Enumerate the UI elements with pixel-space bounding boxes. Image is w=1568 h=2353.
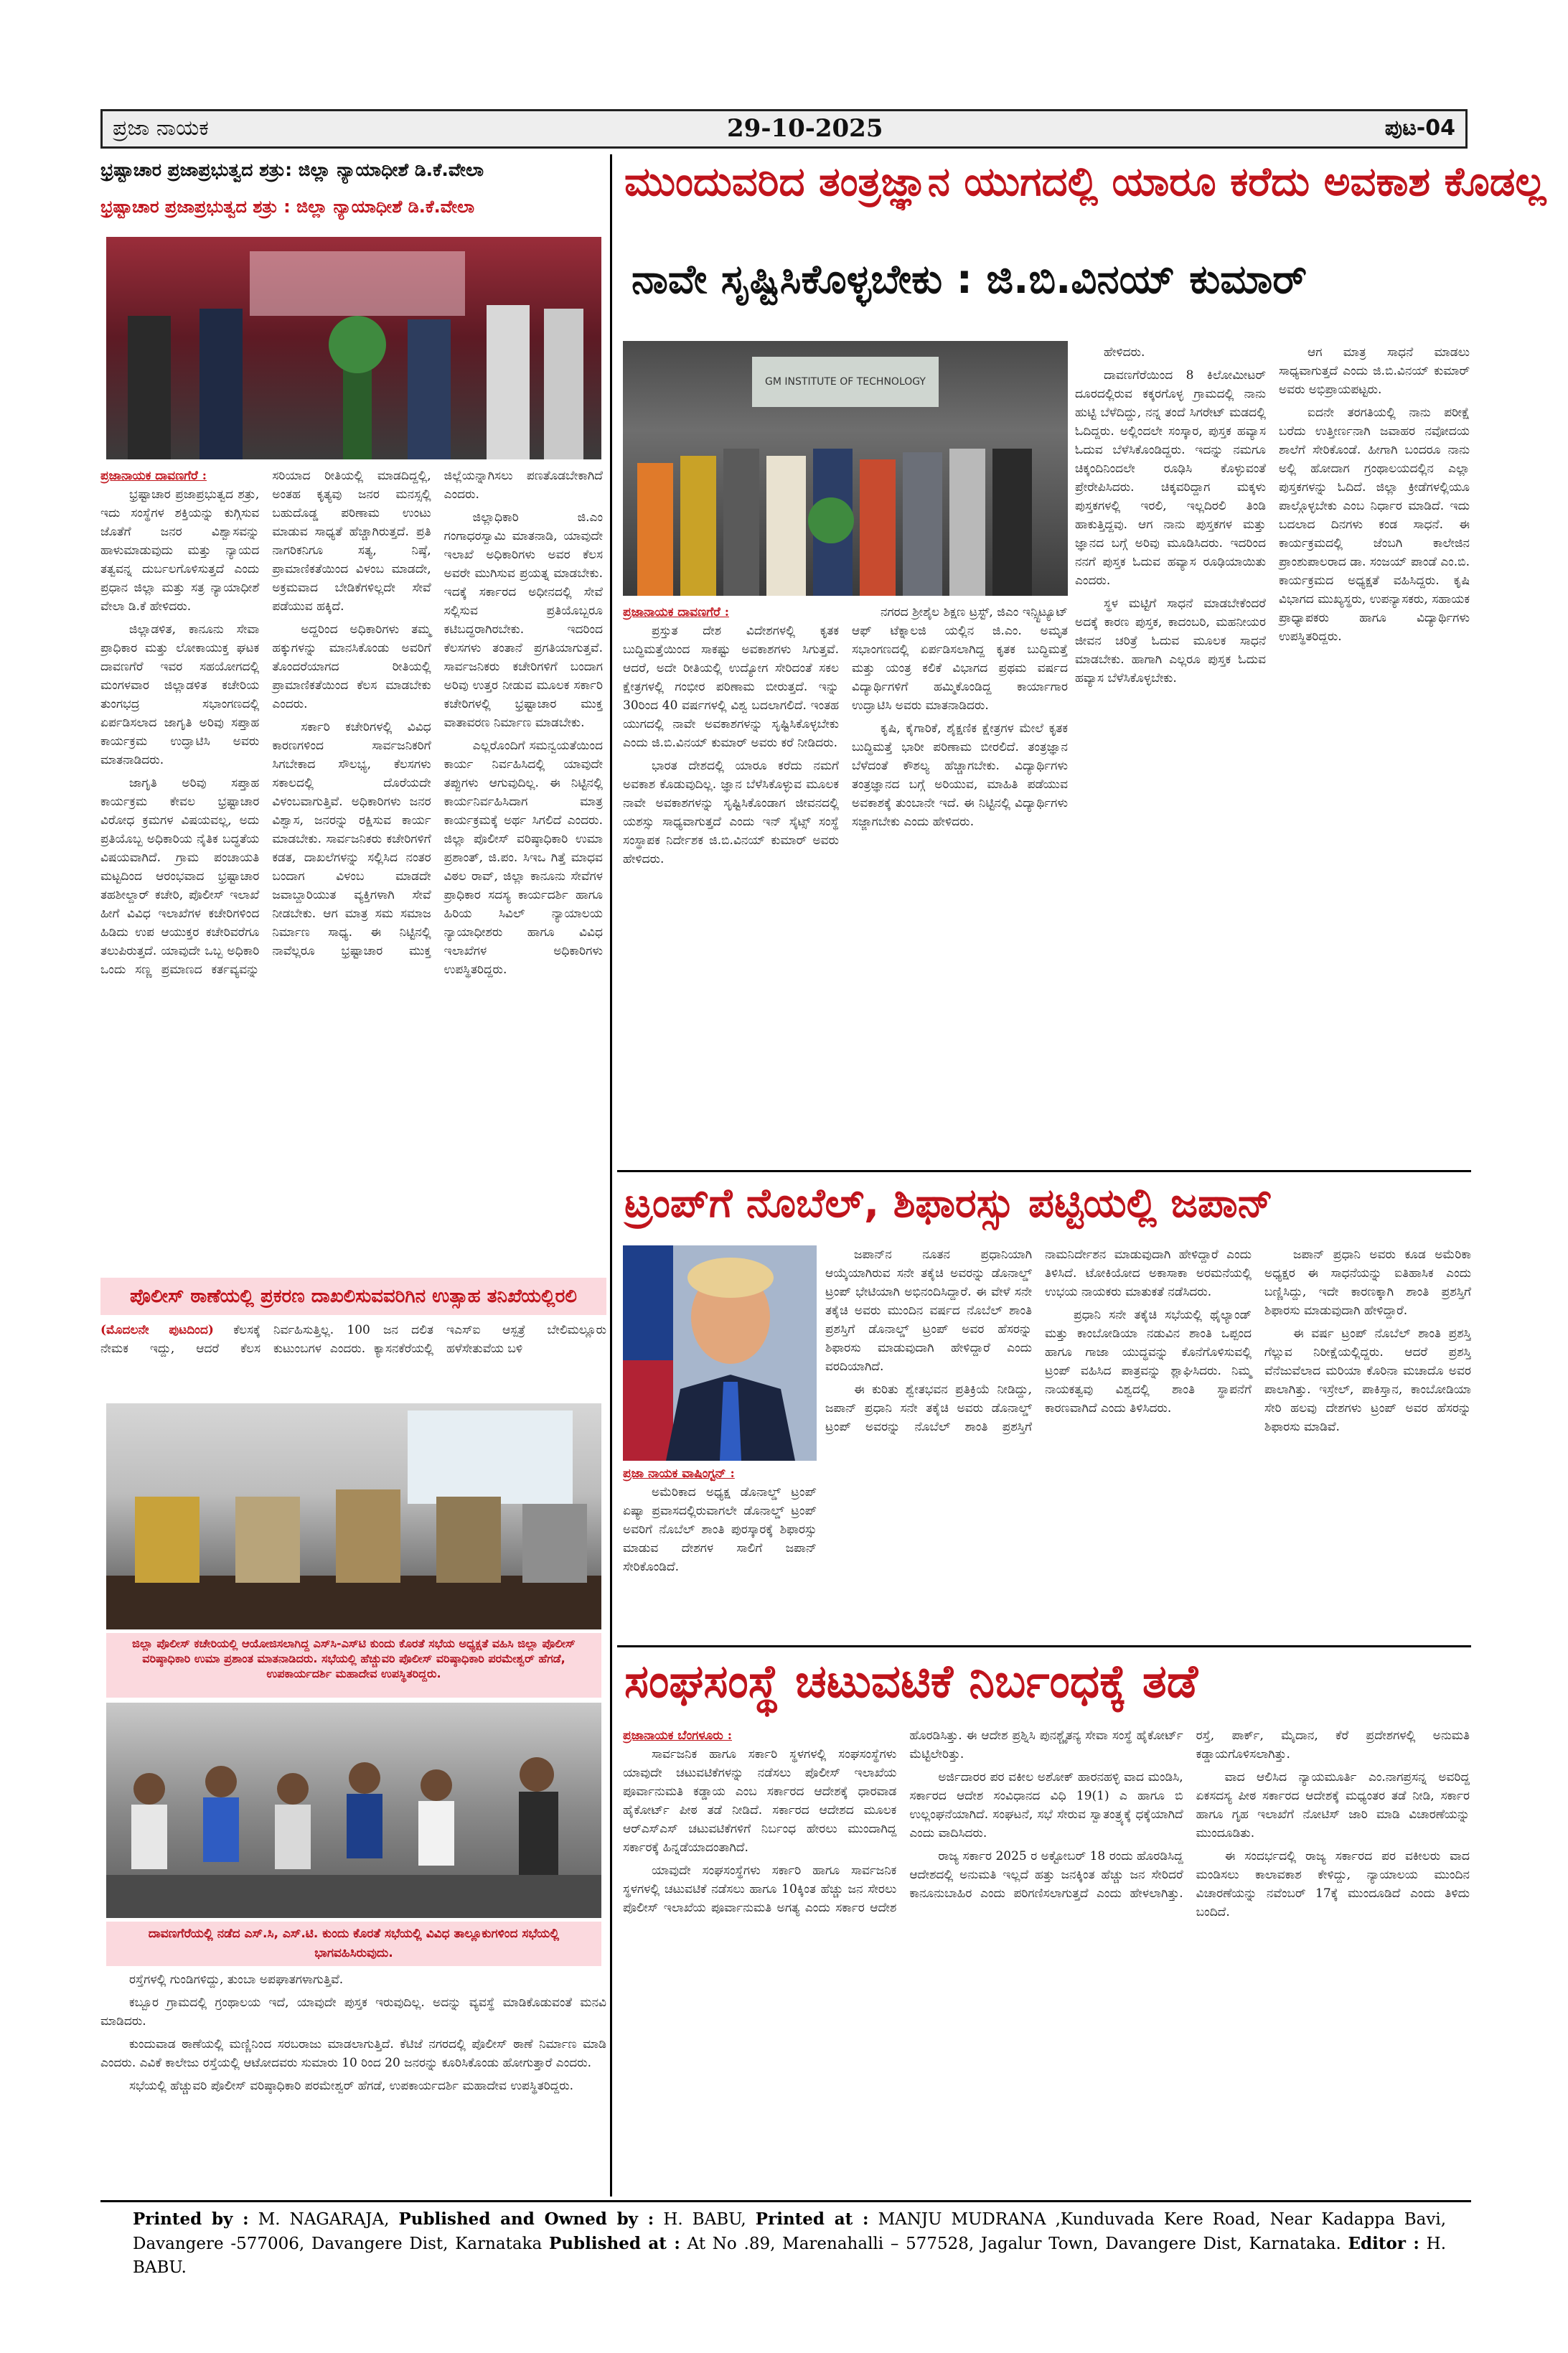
paragraph: ಸ್ಥಳ ಮಟ್ಟಿಗೆ ಸಾಧನೆ ಮಾಡಬೇಕೆಂದರೆ ಅದಕ್ಕೆ ಕಾರಣ ಪುಸ್ತಕ, ಕಾದಂಬರಿ, ಮಹನೀಯರ ಜೀವನ ಚರಿತ್ರೆ ಓದುವ ಮೂಲಕ ಸಾಧನೆ ಮಾಡಬೇಕು. ಹಾಗಾಗಿ ಎಲ್ಲರೂ ಪುಸ್ತಕ ಓದುವ ಹವ್ಯಾಸ ಬೆಳೆಸಿಕೊಳ್ಳಬೇಕು. — [1075, 597, 1266, 686]
column-divider — [610, 154, 612, 2197]
imprint-published-at-label: Published at : — [549, 2234, 680, 2253]
paragraph: ಕೆಲಸಕ್ಕೆ ನೇಮಕ ಇದ್ದು, ಆದರೆ ಕೆಲಸ ನಿರ್ವಹಿಸುತ್ತಿಲ್ಲ. 100 ಜನ ದಲಿತ ಕುಟುಂಬಗಳ ಎಂದರು. ಕ್ಯಾಸನಕೆರೆಯಲ್ಲಿ ಇಎಸ್‌ಐ ಆಸ್ಪತ್ರೆ ಬೇಲಿಮಲ್ಲೂರು ಹಳೆಸೇತುವೆಯ ಬಳಿ — [100, 1323, 606, 1356]
paragraph: ದಾವಣಗೆರೆಯಿಂದ 8 ಕಿಲೋಮೀಟರ್ ದೂರದಲ್ಲಿರುವ ಕಕ್ಕರಗೊಳ್ಳ ಗ್ರಾಮದಲ್ಲಿ ನಾನು ಹುಟ್ಟಿ ಬೆಳೆದಿದ್ದು, ನನ್ನ ತಂದೆ ಸಿಗರೇಟ್ ಮಡದಲ್ಲಿ ಓದಿದ್ದರು. ಅಲ್ಲಿಂದಲೇ ಸಂಸ್ಕಾರ, ಪುಸ್ತಕ ಹವ್ಯಾಸ ಓದುವ ಬೆಳೆಸಿಕೊಂಡಿದ್ದರು. ಇದನ್ನು ನಮಗೂ ಚಿಕ್ಕಂದಿನಿಂದಲೇ ರೂಢಿಸಿ ಕೊಳ್ಳುವಂತೆ ಪ್ರೇರೇಪಿಸಿದರು. ಚಿಕ್ಕವರಿದ್ದಾಗ ಮಕ್ಕಳು ಪುಸ್ತಕಗಳಲ್ಲಿ ಇರಲಿ, ಇಲ್ಲದಿರಲಿ ತಿಂಡಿ ಹಾಕುತ್ತಿದ್ದವು. ಆಗ ನಾನು ಪುಸ್ತಕಗಳ ಮತ್ತು ಜ್ಞಾನದ ಬಗ್ಗೆ ಅರಿವು ಮೂಡಿಸಿದರು. ಇದರಿಂದ ನನಗೆ ಪುಸ್ತಕ ಓದುವ ಹವ್ಯಾಸ ರೂಢಿಯಾಯಿತು ಎಂದರು. — [1075, 368, 1266, 588]
imprint-printed-at: MANJU MUDRANA ,Kunduvada Kere Road, Near Kadappa Bavi, Davangere -577006, Davangere Dist, Karnataka — [133, 2210, 1446, 2253]
photo-caption-police-audience: ದಾವಣಗೆರೆಯಲ್ಲಿ ನಡೆದ ಎಸ್.ಸಿ, ಎಸ್.ಟಿ. ಕುಂದು ಕೊರತೆ ಸಭೆಯಲ್ಲಿ ವಿವಿಧ ತಾಲ್ಲೂಕುಗಳಿಂದ ಸಭೆಯಲ್ಲಿ ಭಾಗವಹಿಸಿರುವುದು. — [106, 1922, 601, 1966]
paragraph: ಪ್ರಧಾನಿ ಸನೇ ತಕೈಚಿ ಸಭೆಯಲ್ಲಿ ಥೈಲ್ಯಾಂಡ್ ಮತ್ತು ಕಾಂಬೋಡಿಯಾ ನಡುವಿನ ಶಾಂತಿ ಒಪ್ಪಂದ ಹಾಗೂ ಗಾಜಾ ಯುದ್ಧವನ್ನು ಕೊನೆಗೊಳಿಸುವಲ್ಲಿ ಟ್ರಂಪ್ ವಹಿಸಿದ ಪಾತ್ರವನ್ನು ಶ್ಲಾಘಿಸಿದರು. ನಿಮ್ಮ ನಾಯಕತ್ವವು ವಿಶ್ವದಲ್ಲಿ ಶಾಂತಿ ಸ್ಥಾಪನೆಗೆ ಕಾರಣವಾಗಿದೆ ಎಂದು ತಿಳಿಸಿದರು. — [1045, 1308, 1252, 1416]
imprint-published-label: Published and Owned by : — [398, 2209, 654, 2229]
photo-corruption-event — [106, 237, 601, 459]
article-trump-body — [825, 1245, 1471, 1640]
article-organisation-headline: ಸಂಘಸಂಸ್ಥೆ ಚಟುವಟಿಕೆ ನಿರ್ಬಂಧಕ್ಕೆ ತಡೆ — [624, 1655, 1198, 1708]
paragraph: ನಗರದ ಶ್ರೀಶೈಲ ಶಿಕ್ಷಣ ಟ್ರಸ್ಟ್, ಜಿಎಂ ಇನ್ಸ್ಟಿಟ್ಯೂಟ್ ಆಫ್ ಟೆಕ್ನಾಲಜಿ ಯಲ್ಲಿನ ಜಿ.ಎಂ. ಅಮೃತ ಸಭಾಂಗಣದಲ್ಲಿ ಏರ್ಪಡಿಸಲಾಗಿದ್ದ ಕೃತಕ ಬುದ್ಧಿಮತ್ತೆ ಮತ್ತು ಯಂತ್ರ ಕಲಿಕೆ ವಿಭಾಗದ ಪ್ರಥಮ ವರ್ಷದ ವಿದ್ಯಾರ್ಥಿಗಳಿಗೆ ಹಮ್ಮಿಕೊಂಡಿದ್ದ ಕಾರ್ಯಾಗಾರ ಉದ್ಘಾಟಿಸಿ ಅವರು ಮಾತನಾಡಿದರು. — [852, 605, 1068, 713]
article-technology-bottom-body — [623, 603, 1068, 1165]
article-organisation-body — [623, 1726, 1470, 2197]
paragraph: ಜಿಲ್ಲಾಧಿಕಾರಿ ಜಿ.ಎಂ ಗಂಗಾಧರಸ್ವಾಮಿ ಮಾತನಾಡಿ, ಯಾವುದೇ ಇಲಾಖೆ ಅಧಿಕಾರಿಗಳು ಅವರ ಕೆಲಸ ಅವರೇ ಮುಗಿಸುವ ಪ್ರಯತ್ನ ಮಾಡಬೇಕು. ಇದಕ್ಕೆ ಸರ್ಕಾರದ ಅಧೀನದಲ್ಲಿ ಸೇವೆ ಸಲ್ಲಿಸುವ ಪ್ರತಿಯೊಬ್ಬರೂ ಕಟಿಬದ್ಧರಾಗಿರಬೇಕು. ಇದರಿಂದ ಕೆಲಸಗಳು ತಂತಾನೆ ಪ್ರಗತಿಯಾಗುತ್ತವೆ. ಸಾರ್ವಜನಿಕರು ಕಚೇರಿಗಳಿಗೆ ಬಂದಾಗ ಅರಿವು ಉತ್ತರ ನೀಡುವ ಮೂಲಕ ಸರ್ಕಾರಿ ಕಚೇರಿಗಳಲ್ಲಿ ಭ್ರಷ್ಟಾಚಾರ ಮುಕ್ತ ವಾತಾವರಣ ನಿರ್ಮಾಣ ಮಾಡಬೇಕು. — [443, 510, 603, 730]
article-technology-headline-1: ಮುಂದುವರಿದ ತಂತ್ರಜ್ಞಾನ ಯುಗದಲ್ಲಿ ಯಾರೂ ಕರೆದು ಅವಕಾಶ ಕೊಡಲ್ಲ — [624, 159, 1546, 205]
paragraph: ಕಬ್ಬೂರ ಗ್ರಾಮದಲ್ಲಿ ಗ್ರಂಥಾಲಯ ಇದೆ, ಯಾವುದೇ ಪುಸ್ತಕ ಇರುವುದಿಲ್ಲ. ಅದನ್ನು ವ್ಯವಸ್ಥೆ ಮಾಡಿಕೊಡುವಂತೆ ಮನವಿ ಮಾಡಿದರು. — [100, 1996, 606, 2029]
paragraph: ಸಾರ್ವಜನಿಕ ಹಾಗೂ ಸರ್ಕಾರಿ ಸ್ಥಳಗಳಲ್ಲಿ ಸಂಘಸಂಸ್ಥೆಗಳು ಯಾವುದೇ ಚಟುವಟಿಕೆಗಳನ್ನು ನಡೆಸಲು ಪೊಲೀಸ್ ಇಲಾಖೆಯ ಪೂರ್ವಾನುಮತಿ ಕಡ್ಡಾಯ ಎಂಬ ಸರ್ಕಾರದ ಆದೇಶಕ್ಕೆ ಧಾರವಾಡ ಹೈಕೋರ್ಟ್ ಪೀಠ ತಡೆ ನೀಡಿದೆ. ಸರ್ಕಾರದ ಆದೇಶದ ಮೂಲಕ ಆರ್‌ಎಸ್‌ಎಸ್ ಚಟುವಟಿಕೆಗಳಿಗೆ ನಿರ್ಬಂಧ ಹೇರಲು ಮುಂದಾಗಿದ್ದ ಸರ್ಕಾರಕ್ಕೆ ಹಿನ್ನಡೆಯಾದಂತಾಗಿದೆ. — [623, 1747, 897, 1855]
imprint-printed-by-label: Printed by : — [133, 2209, 249, 2229]
issue-date: 29-10-2025 — [727, 114, 883, 143]
paragraph: ಈ ಕುರಿತು ಶ್ವೇತಭವನ ಪ್ರತಿಕ್ರಿಯೆ ನೀಡಿದ್ದು, ಜಪಾನ್ ಪ್ರಧಾನಿ ಸನೇ ತಕೈಚಿ ಅವರು ಡೊನಾಲ್ಡ್ ಟ್ರಂಪ್ ಅವರನ್ನು ನೊಬೆಲ್ ಶಾಂತಿ ಪ್ರಶಸ್ತಿಗೆ ನಾಮನಿರ್ದೇಶನ ಮಾಡುವುದಾಗಿ ಹೇಳಿದ್ದಾರೆ ಎಂದು ತಿಳಿಸಿದೆ. ಟೋಕಿಯೋದ ಅಕಾಸಾಕಾ ಅರಮನೆಯಲ್ಲಿ ಉಭಯ ನಾಯಕರು ಮಾತುಕತೆ ನಡೆಸಿದರು. — [825, 1248, 1252, 1434]
paragraph: ಕೃಷಿ, ಕೈಗಾರಿಕೆ, ಶೈಕ್ಷಣಿಕ ಕ್ಷೇತ್ರಗಳ ಮೇಲೆ ಕೃತಕ ಬುದ್ಧಿಮತ್ತೆ ಭಾರೀ ಪರಿಣಾಮ ಬೀರಲಿದೆ. ತಂತ್ರಜ್ಞಾನ ಬೆಳೆದಂತೆ ಕೌಶಲ್ಯ ಹೆಚ್ಚಾಗಬೇಕು. ವಿದ್ಯಾರ್ಥಿಗಳು ತಂತ್ರಜ್ಞಾನದ ಬಗ್ಗೆ ಅರಿಯುವ, ಮಾಹಿತಿ ಪಡೆಯುವ ಅವಕಾಶಕ್ಕೆ ತುಂಬಾನೇ ಇದೆ. ಈ ನಿಟ್ಟಿನಲ್ಲಿ ವಿದ್ಯಾರ್ಥಿಗಳು ಸಜ್ಜಾಗಬೇಕು ಎಂದು ಹೇಳಿದರು. — [852, 721, 1068, 829]
audience-illustration — [106, 1703, 601, 1918]
photo-police-audience — [106, 1703, 601, 1918]
paragraph: ಎಲ್ಲರೊಂದಿಗೆ ಸಮನ್ವಯತೆಯಿಂದ ಕಾರ್ಯ ನಿರ್ವಹಿಸಿದಲ್ಲಿ ಯಾವುದೇ ತಪ್ಪುಗಳು ಆಗುವುದಿಲ್ಲ. ಈ ನಿಟ್ಟಿನಲ್ಲಿ ಕಾರ್ಯನಿರ್ವಹಿಸಿದಾಗ ಮಾತ್ರ ಕಾರ್ಯಕ್ರಮಕ್ಕೆ ಅರ್ಥ ಸಿಗಲಿದೆ ಎಂದರು. ಜಿಲ್ಲಾ ಪೊಲೀಸ್ ವರಿಷ್ಠಾಧಿಕಾರಿ ಉಮಾ ಪ್ರಶಾಂತ್, ಜಿ.ಪಂ. ಸಿಇಒ ಗಿತ್ತೆ ಮಾಧವ ವಿಠಲ ರಾವ್, ಜಿಲ್ಲಾ ಕಾನೂನು ಸೇವೆಗಳ ಪ್ರಾಧಿಕಾರ ಸದಸ್ಯ ಕಾರ್ಯದರ್ಶಿ ಹಾಗೂ ಹಿರಿಯ ಸಿವಿಲ್ ನ್ಯಾಯಾಲಯ ನ್ಯಾಯಾಧೀಶರು ಹಾಗೂ ವಿವಿಧ ಇಲಾಖೆಗಳ ಅಧಿಕಾರಿಗಳು ಉಪಸ್ಥಿತರಿದ್ದರು. — [443, 739, 603, 977]
paragraph: ಭ್ರಷ್ಟಾಚಾರ ಪ್ರಜಾಪ್ರಭುತ್ವದ ಶತ್ರು, ಇದು ಸಂಸ್ಥೆಗಳ ಶಕ್ತಿಯನ್ನು ಕುಗ್ಗಿಸುವ ಜೊತೆಗೆ ಜನರ ವಿಶ್ವಾಸವನ್ನು ಹಾಳುಮಾಡುವುದು ಮತ್ತು ನ್ಯಾಯದ ತತ್ವವನ್ನ ದುರ್ಬಲಗೊಳಿಸುತ್ತದೆ ಎಂದು ಪ್ರಧಾನ ಜಿಲ್ಲಾ ಮತ್ತು ಸತ್ರ ನ್ಯಾಯಾಧೀಶೆ ವೇಲಾ ಡಿ.ಕೆ ಹೇಳಿದರು. — [100, 487, 260, 614]
imprint-published-at: At No .89, Marenahalli – 577528, Jagalur Town, Davangere Dist, Karnataka. — [687, 2235, 1341, 2253]
event-stage-illustration — [106, 237, 601, 459]
paragraph: ವಾದ ಆಲಿಸಿದ ನ್ಯಾಯಮೂರ್ತಿ ಎಂ.ನಾಗಪ್ರಸನ್ನ ಅವರಿದ್ದ ಏಕಸದಸ್ಯ ಪೀಠ ಸರ್ಕಾರದ ಆದೇಶಕ್ಕೆ ಮಧ್ಯಂತರ ತಡೆ ನೀಡಿ, ಸರ್ಕಾರ ಹಾಗೂ ಗೃಹ ಇಲಾಖೆಗೆ ನೋಟಿಸ್ ಜಾರಿ ಮಾಡಿ ವಿಚಾರಣೆಯನ್ನು ಮುಂದೂಡಿತು. — [1196, 1770, 1470, 1840]
photo-trump — [623, 1245, 817, 1461]
article-police-headline: ಪೊಲೀಸ್ ಠಾಣೆಯಲ್ಲಿ ಪ್ರಕರಣ ದಾಖಲಿಸುವವರಿಗಿನ ಉತ್ಸಾಹ ತನಿಖೆಯಲ್ಲಿರಲಿ — [100, 1278, 606, 1315]
byline: ಪ್ರಜಾನಾಯಕ ದಾವಣಗೆರೆ : — [623, 605, 729, 619]
paragraph: ಯಾವುದೇ ಸಂಘಸಂಸ್ಥೆಗಳು ಸರ್ಕಾರಿ ಹಾಗೂ ಸಾರ್ವಜನಿಕ ಸ್ಥಳಗಳಲ್ಲಿ ಚಟುವಟಿಕೆ ನಡೆಸಲು ಹಾಗೂ 10ಕ್ಕಿಂತ ಹೆಚ್ಚು ಜನ ಸೇರಲು ಪೊಲೀಸ್ ಇಲಾಖೆಯ ಪೂರ್ವಾನುಮತಿ ಅಗತ್ಯ ಎಂದು ಸರ್ಕಾರ ಆದೇಶ ಹೊರಡಿಸಿತ್ತು. ಈ ಆದೇಶ ಪ್ರಶ್ನಿಸಿ ಪುನಶ್ಚೈತನ್ಯ ಸೇವಾ ಸಂಸ್ಥೆ ಹೈಕೋರ್ಟ್ ಮೆಟ್ಟಿಲೇರಿತ್ತು. — [623, 1729, 1183, 1915]
article-corruption-body — [100, 467, 603, 1271]
photo-technology-event — [623, 341, 1068, 596]
paragraph: ಅದ್ದರಿಂದ ಅಧಿಕಾರಿಗಳು ತಮ್ಮ ಹಕ್ಕುಗಳನ್ನು ಮಾನಸಿಕೊಂಡು ಅವರಿಗೆ ತೊಂದರೆಯಾಗದ ರೀತಿಯಲ್ಲಿ ಪ್ರಾಮಾಣಿಕತೆಯಿಂದ ಕೆಲಸ ಮಾಡಬೇಕು ಎಂದರು. — [272, 622, 431, 711]
paragraph: ಸಭೆಯಲ್ಲಿ ಹೆಚ್ಚುವರಿ ಪೊಲೀಸ್ ವರಿಷ್ಠಾಧಿಕಾರಿ ಪರಮೇಶ್ವರ್ ಹೆಗಡೆ, ಉಪಕಾರ್ಯದರ್ಶಿ ಮಹಾದೇವ ಉಪಸ್ಥಿತರಿದ್ದರು. — [129, 2079, 574, 2093]
masthead-bar — [100, 109, 1468, 149]
imprint-printed-at-label: Printed at : — [755, 2209, 869, 2229]
paragraph: ಕುಂದುವಾಡ ಠಾಣೆಯಲ್ಲಿ ಮಣ್ಣಿನಿಂದ ಸರಬರಾಜು ಮಾಡಲಾಗುತ್ತಿದೆ. ಕೆಟಿಜೆ ನಗರದಲ್ಲಿ ಪೊಲೀಸ್ ಠಾಣೆ ನಿರ್ಮಾಣ ಮಾಡಿ ಎಂದರು. ಎವಿಕೆ ಕಾಲೇಜು ರಸ್ತೆಯಲ್ಲಿ ಆಟೋದವರು ಸುಮಾರು 10 ರಿಂದ 20 ಜನರನ್ನು ಕೂರಿಸಿಕೊಂಡು ಹೋಗುತ್ತಾರೆ ಎಂದರು. — [100, 2037, 606, 2070]
people-illustration — [623, 341, 1068, 596]
imprint-editor-label: Editor : — [1348, 2234, 1419, 2253]
article-police-body — [100, 1970, 606, 2197]
byline: ಪ್ರಜಾನಾಯಕ ಬೆಂಗಳೂರು : — [623, 1729, 732, 1743]
article-technology-right-body — [1075, 343, 1470, 1165]
article-trump-headline: ಟ್ರಂಪ್‌ಗೆ ನೊಬೆಲ್, ಶಿಫಾರಸ್ಸು ಪಟ್ಟಿಯಲ್ಲಿ ಜಪಾನ್ — [624, 1180, 1273, 1227]
byline: ಪ್ರಜಾ ನಾಯಕ ವಾಷಿಂಗ್ಟನ್ : — [623, 1466, 735, 1481]
photo-police-meeting — [106, 1403, 601, 1629]
paragraph: ಜಪಾನ್‌ನ ನೂತನ ಪ್ರಧಾನಿಯಾಗಿ ಆಯ್ಕೆಯಾಗಿರುವ ಸನೇ ತಕೈಚಿ ಅವರನ್ನು ಡೊನಾಲ್ಡ್ ಟ್ರಂಪ್ ಭೇಟಿಯಾಗಿ ಅಭಿನಂದಿಸಿದ್ದಾರೆ. ಈ ವೇಳೆ ಸನೇ ತಕೈಚಿ ಅವರು ಮುಂದಿನ ವರ್ಷದ ನೊಬೆಲ್ ಶಾಂತಿ ಪ್ರಶಸ್ತಿಗೆ ಡೊನಾಲ್ಡ್ ಟ್ರಂಪ್ ಅವರ ಹೆಸರನ್ನು ಶಿಫಾರಸು ಮಾಡುವುದಾಗಿ ಹೇಳಿದ್ದಾರೆ ಎಂದು ವರದಿಯಾಗಿದೆ. — [825, 1248, 1032, 1374]
paragraph: ಪ್ರಸ್ತುತ ದೇಶ ವಿದೇಶಗಳಲ್ಲಿ ಕೃತಕ ಬುದ್ಧಿಮತ್ತೆಯಿಂದ ಸಾಕಷ್ಟು ಅವಕಾಶಗಳು ಸಿಗುತ್ತವೆ. ಆದರೆ, ಅದೇ ರೀತಿಯಲ್ಲಿ ಉದ್ಯೋಗ ಸೇರಿದಂತೆ ಸಕಲ ಕ್ಷೇತ್ರಗಳಲ್ಲಿ ಗಂಭೀರ ಪರಿಣಾಮ ಬೀರುತ್ತದೆ. ಇನ್ನು 30ರಿಂದ 40 ವರ್ಷಗಳಲ್ಲಿ ವಿಶ್ವ ಬದಲಾಗಲಿದೆ. ಇಂತಹ ಯುಗದಲ್ಲಿ ನಾವೇ ಅವಕಾಶಗಳನ್ನು ಸೃಷ್ಟಿಸಿಕೊಳ್ಳಬೇಕು ಎಂದು ಜಿ.ಬಿ.ವಿನಯ್ ಕುಮಾರ್ ಅವರು ಕರೆ ನೀಡಿದರು. — [623, 624, 839, 750]
paragraph: ಈ ವರ್ಷ ಟ್ರಂಪ್ ನೊಬೆಲ್ ಶಾಂತಿ ಪ್ರಶಸ್ತಿ ಗೆಲ್ಲುವ ನಿರೀಕ್ಷೆಯಲ್ಲಿದ್ದರು. ಆದರೆ ಪ್ರಶಸ್ತಿ ವೆನೆಜುವೆಲಾದ ಮರಿಯಾ ಕೊರಿನಾ ಮಚಾದೊ ಅವರ ಪಾಲಾಗಿತ್ತು. ಇಸ್ರೇಲ್, ಪಾಕಿಸ್ತಾನ, ಕಾಂಬೋಡಿಯಾ ಸೇರಿ ಹಲವು ದೇಶಗಳು ಟ್ರಂಪ್ ಅವರ ಹೆಸರನ್ನು ಶಿಫಾರಸು ಮಾಡಿವೆ. — [1264, 1327, 1471, 1434]
footer-rule — [100, 2200, 1471, 2202]
paragraph: ಈ ಸಂದರ್ಭದಲ್ಲಿ ರಾಜ್ಯ ಸರ್ಕಾರದ ಪರ ವಕೀಲರು ವಾದ ಮಂಡಿಸಲು ಕಾಲಾವಕಾಶ ಕೇಳಿದ್ದು, ನ್ಯಾಯಾಲಯ ಮುಂದಿನ ವಿಚಾರಣೆಯನ್ನು ನವೆಂಬರ್ 17ಕ್ಕೆ ಮುಂದೂಡಿದೆ ಎಂದು ತಿಳಿದು ಬಂದಿದೆ. — [1196, 1849, 1470, 1919]
paragraph: ಸರ್ಕಾರಿ ಕಚೇರಿಗಳಲ್ಲಿ ವಿವಿಧ ಕಾರಣಗಳಿಂದ ಸಾರ್ವಜನಿಕರಿಗೆ ಸಿಗಬೇಕಾದ ಸೌಲಭ್ಯ, ಕೆಲಸಗಳು ಸಕಾಲದಲ್ಲಿ ದೊರೆಯದೇ ವಿಳಂಬವಾಗುತ್ತಿವೆ. ಅಧಿಕಾರಿಗಳು ಜನರ ವಿಶ್ವಾಸ, ಜನರನ್ನು ರಕ್ಷಿಸುವ ಕಾರ್ಯ ಮಾಡಬೇಕು. ಸಾರ್ವಜನಿಕರು ಕಚೇರಿಗಳಿಗೆ ಕಡತ, ದಾಖಲೆಗಳನ್ನು ಸಲ್ಲಿಸಿದ ನಂತರ ಬಂದಾಗ ವಿಳಂಬ ಮಾಡದೇ ಜವಾಬ್ದಾರಿಯುತ ವ್ಯಕ್ತಿಗಳಾಗಿ ಸೇವೆ ನೀಡಬೇಕು. ಆಗ ಮಾತ್ರ ಸಮ ಸಮಾಜ ನಿರ್ಮಾಣ ಸಾಧ್ಯ. ಈ ನಿಟ್ಟಿನಲ್ಲಿ ನಾವೆಲ್ಲರೂ ಭ್ರಷ್ಟಾಚಾರ ಮುಕ್ತ ಜಿಲ್ಲೆಯನ್ನಾಗಿಸಲು ಪಣತೊಡಬೇಕಾಗಿದೆ ಎಂದರು. — [272, 469, 603, 958]
imprint-line — [133, 2207, 1446, 2280]
paragraph: ರಸ್ತೆಗಳಲ್ಲಿ ಗುಂಡಿಗಳಿದ್ದು, ತುಂಬಾ ಅಪಘಾತಗಳಾಗುತ್ತಿವೆ. — [129, 1973, 344, 1987]
imprint-editor: H. BABU. — [133, 2235, 1447, 2277]
continued-note: (ಮೊದಲನೇ ಪುಟದಿಂದ) — [100, 1323, 214, 1337]
paragraph: ಜಾಗೃತಿ ಅರಿವು ಸಪ್ತಾಹ ಕಾರ್ಯಕ್ರಮ ಕೇವಲ ಭ್ರಷ್ಟಾಚಾರ ವಿರೋಧ ಕ್ರಮಗಳ ವಿಷಯವಲ್ಲ, ಅದು ಪ್ರತಿಯೊಬ್ಬ ಅಧಿಕಾರಿಯ ನೈತಿಕ ಬದ್ಧತೆಯ ವಿಷಯವಾಗಿದೆ. ಗ್ರಾಮ ಪಂಚಾಯತಿ ಮಟ್ಟದಿಂದ ಆರಂಭವಾದ ಭ್ರಷ್ಟಾಚಾರ ತಹಶೀಲ್ದಾರ್ ಕಚೇರಿ, ಪೊಲೀಸ್ ಇಲಾಖೆ ಹೀಗೆ ವಿವಿಧ ಇಲಾಖೆಗಳ ಕಚೇರಿಗಳಿಂದ ಹಿಡಿದು ಉಪ ಆಯುಕ್ತರ ಕಚೇರಿವರೆಗೂ ತಲುಪಿರುತ್ತದೆ. ಯಾವುದೇ ಒಬ್ಬ ಅಧಿಕಾರಿ ಒಂದು ಸಣ್ಣ ಪ್ರಮಾಣದ ಕರ್ತವ್ಯವನ್ನು ಸರಿಯಾದ ರೀತಿಯಲ್ಲಿ ಮಾಡದಿದ್ದಲ್ಲಿ, ಅಂತಹ ಕೃತ್ಯವು ಜನರ ಮನಸ್ಸಲ್ಲಿ ಬಹುದೊಡ್ಡ ಪರಿಣಾಮ ಉಂಟು ಮಾಡುವ ಸಾಧ್ಯತೆ ಹೆಚ್ಚಾಗಿರುತ್ತದೆ. ಪ್ರತಿ ನಾಗರಿಕನಿಗೂ ಸತ್ಯ, ನಿಷ್ಠೆ, ಪ್ರಾಮಾಣಿಕತೆಯಿಂದ ವಿಳಂಬ ಮಾಡದೇ, ಅಕ್ರಮವಾದ ಬೇಡಿಕೆಗಳಿಲ್ಲದೇ ಸೇವೆ ಪಡೆಯುವ ಹಕ್ಕಿದೆ. — [100, 469, 431, 977]
paragraph: ಅಮೆರಿಕಾದ ಅಧ್ಯಕ್ಷ ಡೊನಾಲ್ಡ್ ಟ್ರಂಪ್ ಏಷ್ಯಾ ಪ್ರವಾಸದಲ್ಲಿರುವಾಗಲೇ ಡೊನಾಲ್ಡ್ ಟ್ರಂಪ್ ಅವರಿಗೆ ನೊಬೆಲ್ ಶಾಂತಿ ಪುರಸ್ಕಾರಕ್ಕೆ ಶಿಫಾರಸ್ಸು ಮಾಡುವ ದೇಶಗಳ ಸಾಲಿಗೆ ಜಪಾನ್ ಸೇರಿಕೊಂಡಿದೆ. — [623, 1485, 817, 1574]
paragraph: ಐದನೇ ತರಗತಿಯಲ್ಲಿ ನಾನು ಪರೀಕ್ಷೆ ಬರೆದು ಉತ್ತೀರ್ಣನಾಗಿ ಜವಾಹರ ನವೋದಯ ಶಾಲೆಗೆ ಸೇರಿಕೊಂಡೆ. ಹೀಗಾಗಿ ಬಂದರೂ ನಾನು ಅಲ್ಲಿ ಹೋದಾಗ ಗ್ರಂಥಾಲಯದಲ್ಲಿನ ಎಲ್ಲಾ ಪುಸ್ತಕಗಳನ್ನು ಓದಿದೆ. ಜಿಲ್ಲಾ ಕ್ರೀಡೆಗಳಲ್ಲಿಯೂ ಪಾಲ್ಗೊಳ್ಳಬೇಕು ಎಂಬ ನಿರ್ಧಾರ ಮಾಡಿದೆ. ಇದು ಬದಲಾದ ದಿನಗಳು ಕಂಡ ಸಾಧನೆ. ಈ ಕಾರ್ಯಕ್ರಮದಲ್ಲಿ ಜೆಂಬಗಿ ಕಾಲೇಜಿನ ಪ್ರಾಂಶುಪಾಲರಾದ ಡಾ. ಸಂಜಯ್ ಪಾಂಡೆ ಎಂ.ಬಿ. ಕಾರ್ಯಕ್ರಮದ ಅಧ್ಯಕ್ಷತೆ ವಹಿಸಿದ್ದರು. ಕೃಷಿ ವಿಭಾಗದ ಮುಖ್ಯಸ್ಥರು, ಉಪನ್ಯಾಸಕರು, ಸಹಾಯಕ ಪ್ರಾಧ್ಯಾಪಕರು ಹಾಗೂ ವಿದ್ಯಾರ್ಥಿಗಳು ಉಪಸ್ಥಿತರಿದ್ದರು. — [1279, 406, 1470, 644]
byline: ಪ್ರಜಾನಾಯಕ ದಾವಣಗೆರೆ : — [100, 469, 207, 483]
section-divider — [617, 1645, 1471, 1647]
institute-banner: GM INSTITUTE OF TECHNOLOGY — [752, 357, 939, 407]
paragraph: ಅರ್ಜಿದಾರರ ಪರ ವಕೀಲ ಅಶೋಕ್ ಹಾರನಹಳ್ಳಿ ವಾದ ಮಂಡಿಸಿ, ಸರ್ಕಾರದ ಆದೇಶ ಸಂವಿಧಾನದ ವಿಧಿ 19(1) ಎ ಹಾಗೂ ಬಿ ಉಲ್ಲಂಘನೆಯಾಗಿದೆ. ಸಂಘಟನೆ, ಸಭೆ ಸೇರುವ ಸ್ವಾತಂತ್ರ್ಯಕ್ಕೆ ಧಕ್ಕೆಯಾಗಿದೆ ಎಂದು ವಾದಿಸಿದರು. — [909, 1770, 1183, 1840]
meeting-illustration — [106, 1403, 601, 1629]
paragraph: ಹೇಳಿದರು. — [1104, 345, 1145, 360]
article-corruption-kicker: ಭ್ರಷ್ಟಾಚಾರ ಪ್ರಜಾಪ್ರಭುತ್ವದ ಶತ್ರು: ಜಿಲ್ಲಾ ನ್ಯಾಯಾಧೀಶೆ ಡಿ.ಕೆ.ವೇಲಾ — [100, 159, 484, 180]
photo-caption-police-meeting: ಜಿಲ್ಲಾ ಪೊಲೀಸ್ ಕಚೇರಿಯಲ್ಲಿ ಆಯೋಜಿಸಲಾಗಿದ್ದ ಎಸ್‌ಸಿ-ಎಸ್‌ಟಿ ಕುಂದು ಕೊರತೆ ಸಭೆಯ ಅಧ್ಯಕ್ಷತೆ ವಹಿಸಿ ಜಿಲ್ಲಾ ಪೊಲೀಸ್ ವರಿಷ್ಠಾಧಿಕಾರಿ ಉಮಾ ಪ್ರಶಾಂತ ಮಾತನಾಡಿದರು. ಸಭೆಯಲ್ಲಿ ಹೆಚ್ಚುವರಿ ಪೊಲೀಸ್ ವರಿಷ್ಠಾಧಿಕಾರಿ ಪರಮೇಶ್ವರ್ ಹೆಗಡೆ, ಉಪಕಾರ್ಯದರ್ಶಿ ಮಹಾದೇವ ಉಪಸ್ಥಿತರಿದ್ದರು. — [106, 1633, 601, 1698]
section-divider — [617, 1170, 1471, 1172]
paragraph: ಜಿಲ್ಲಾಡಳಿತ, ಕಾನೂನು ಸೇವಾ ಪ್ರಾಧಿಕಾರ ಮತ್ತು ಲೋಕಾಯುಕ್ತ ಘಟಕ ದಾವಣಗೆರೆ ಇವರ ಸಹಯೋಗದಲ್ಲಿ ಮಂಗಳವಾರ ಜಿಲ್ಲಾಡಳಿತ ಕಚೇರಿಯ ತುಂಗಭದ್ರ ಸಭಾಂಗಣದಲ್ಲಿ ಏರ್ಪಡಿಸಲಾದ ಜಾಗೃತಿ ಅರಿವು ಸಪ್ತಾಹ ಕಾರ್ಯಕ್ರಮ ಉದ್ಘಾಟಿಸಿ ಅವರು ಮಾತನಾಡಿದರು. — [100, 622, 260, 767]
page-number: ಪುಟ-04 — [1384, 116, 1455, 141]
paragraph: ಭಾರತ ದೇಶದಲ್ಲಿ ಯಾರೂ ಕರೆದು ನಮಗೆ ಅವಕಾಶ ಕೊಡುವುದಿಲ್ಲ. ಜ್ಞಾನ ಬೆಳೆಸಿಕೊಳ್ಳುವ ಮೂಲಕ ನಾವೇ ಅವಕಾಶಗಳನ್ನು ಸೃಷ್ಟಿಸಿಕೊಂಡಾಗ ಜೀವನದಲ್ಲಿ ಯಶಸ್ಸು ಸಾಧ್ಯವಾಗುತ್ತದೆ ಎಂದು ಇನ್ ಸೈಟ್ಸ್ ಸಂಸ್ಥೆ ಸಂಸ್ಥಾಪಕ ನಿರ್ದೇಶಕ ಜಿ.ಬಿ.ವಿನಯ್ ಕುಮಾರ್ ಅವರು ಹೇಳಿದರು. — [623, 759, 839, 866]
imprint-printed-by: M. NAGARAJA, — [258, 2210, 390, 2229]
masthead-title: ಪ್ರಜಾ ನಾಯಕ — [113, 116, 209, 141]
paragraph: ಆಗ ಮಾತ್ರ ಸಾಧನೆ ಮಾಡಲು ಸಾಧ್ಯವಾಗುತ್ತದೆ ಎಂದು ಜಿ.ಬಿ.ವಿನಯ್ ಕುಮಾರ್ ಅವರು ಅಭಿಪ್ರಾಯಪಟ್ಟರು. — [1279, 345, 1470, 397]
paragraph: ಜಪಾನ್ ಪ್ರಧಾನಿ ಅವರು ಕೂಡ ಅಮೆರಿಕಾ ಅಧ್ಯಕ್ಷರ ಈ ಸಾಧನೆಯನ್ನು ಐತಿಹಾಸಿಕ ಎಂದು ಬಣ್ಣಿಸಿದ್ದು, ಇದೇ ಕಾರಣಕ್ಕಾಗಿ ಶಾಂತಿ ಪ್ರಶಸ್ತಿಗೆ ಶಿಫಾರಸು ಮಾಡುವುದಾಗಿ ಹೇಳಿದ್ದಾರೆ. — [1264, 1248, 1471, 1318]
imprint-published: H. BABU, — [663, 2210, 746, 2229]
portrait-illustration — [623, 1245, 817, 1461]
paragraph: ರಾಜ್ಯ ಸರ್ಕಾರ 2025 ರ ಅಕ್ಟೋಬರ್ 18 ರಂದು ಹೊರಡಿಸಿದ್ದ ಆದೇಶದಲ್ಲಿ ಅನುಮತಿ ಇಲ್ಲದೆ ಹತ್ತು ಜನಕ್ಕಿಂತ ಹೆಚ್ಚು ಜನ ಸೇರಿದರೆ ಕಾನೂನುಬಾಹಿರ ಎಂದು ಪರಿಗಣಿಸಲಾಗುತ್ತದೆ ಎಂದು ಹೇಳಲಾಗಿತ್ತು. ರಸ್ತೆ, ಪಾರ್ಕ್, ಮೈದಾನ, ಕೆರೆ ಪ್ರದೇಶಗಳಲ್ಲಿ ಅನುಮತಿ ಕಡ್ಡಾಯಗೊಳಿಸಲಾಗಿತ್ತು. — [909, 1729, 1470, 1901]
article-corruption-subkicker: ಭ್ರಷ್ಟಾಚಾರ ಪ್ರಜಾಪ್ರಭುತ್ವದ ಶತ್ರು : ಜಿಲ್ಲಾ ನ್ಯಾಯಾಧೀಶೆ ಡಿ.ಕೆ.ವೇಲಾ — [100, 197, 475, 217]
article-police-lead — [100, 1321, 606, 1400]
article-trump-lead — [623, 1464, 817, 1640]
article-technology-headline-2: ನಾವೇ ಸೃಷ್ಟಿಸಿಕೊಳ್ಳಬೇಕು : ಜಿ.ಬಿ.ವಿನಯ್ ಕುಮಾರ್ — [632, 256, 1308, 303]
